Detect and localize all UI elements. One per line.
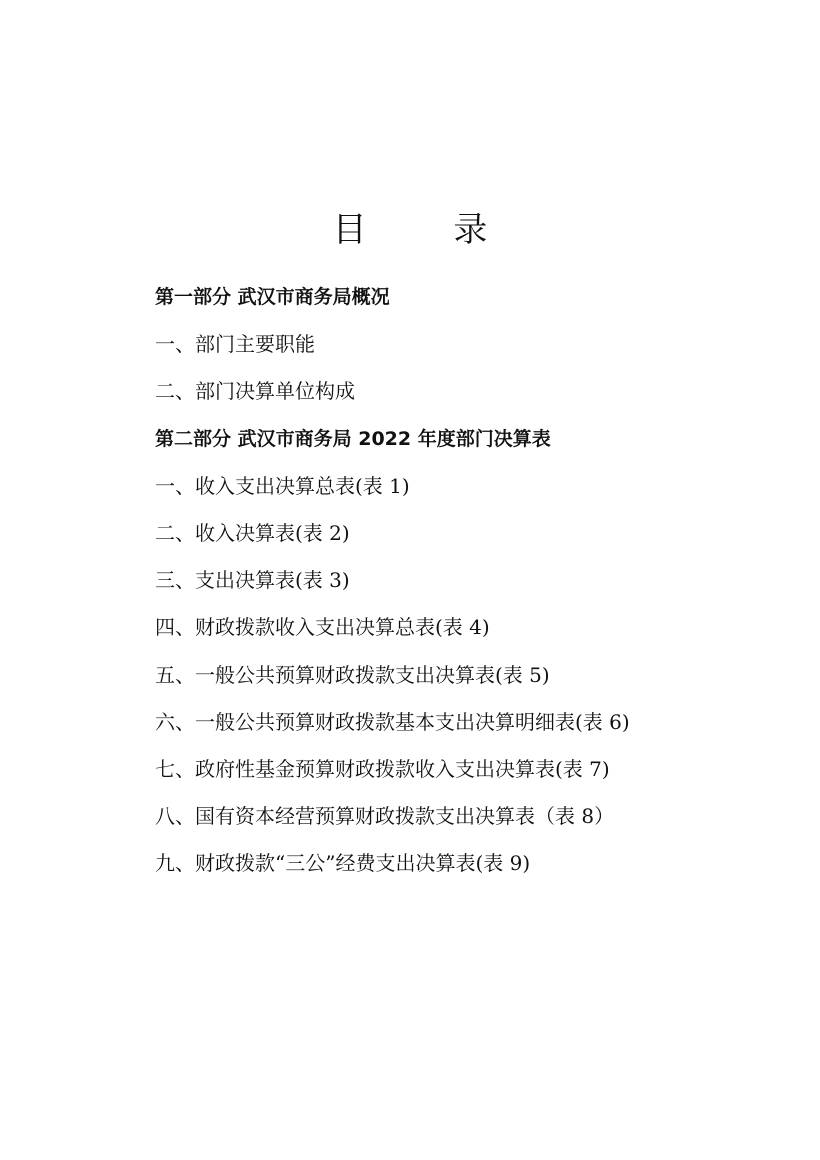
page-title: 目 录 [332,210,526,250]
toc-part2-heading: 第二部分 武汉市商务局 2022 年度部门决算表 [155,427,551,450]
toc-part2-item-5: 五、一般公共预算财政拨款支出决算表(表 5) [155,662,550,687]
toc-part2-item-6: 六、一般公共预算财政拨款基本支出决算明细表(表 6) [155,709,630,734]
toc-part2-item-9: 九、财政拨款“三公”经费支出决算表(表 9) [155,851,531,876]
toc-part1-item-1: 一、部门主要职能 [155,332,315,357]
toc-part2-item-7: 七、政府性基金预算财政拨款收入支出决算表(表 7) [155,756,610,781]
toc-part2-item-3: 三、支出决算表(表 3) [155,568,350,593]
toc-part2-item-2: 二、收入决算表(表 2) [155,520,350,545]
toc-part2-item-4: 四、财政拨款收入支出决算总表(表 4) [155,615,490,640]
toc-part1-item-2: 二、部门决算单位构成 [155,379,355,404]
table-of-contents [155,280,795,893]
toc-part1-heading: 第一部分 武汉市商务局概况 [155,286,390,308]
toc-part2-item-1: 一、收入支出决算总表(表 1) [155,473,410,498]
toc-part2-item-8: 八、国有资本经营预算财政拨款支出决算表（表 8） [155,804,615,829]
